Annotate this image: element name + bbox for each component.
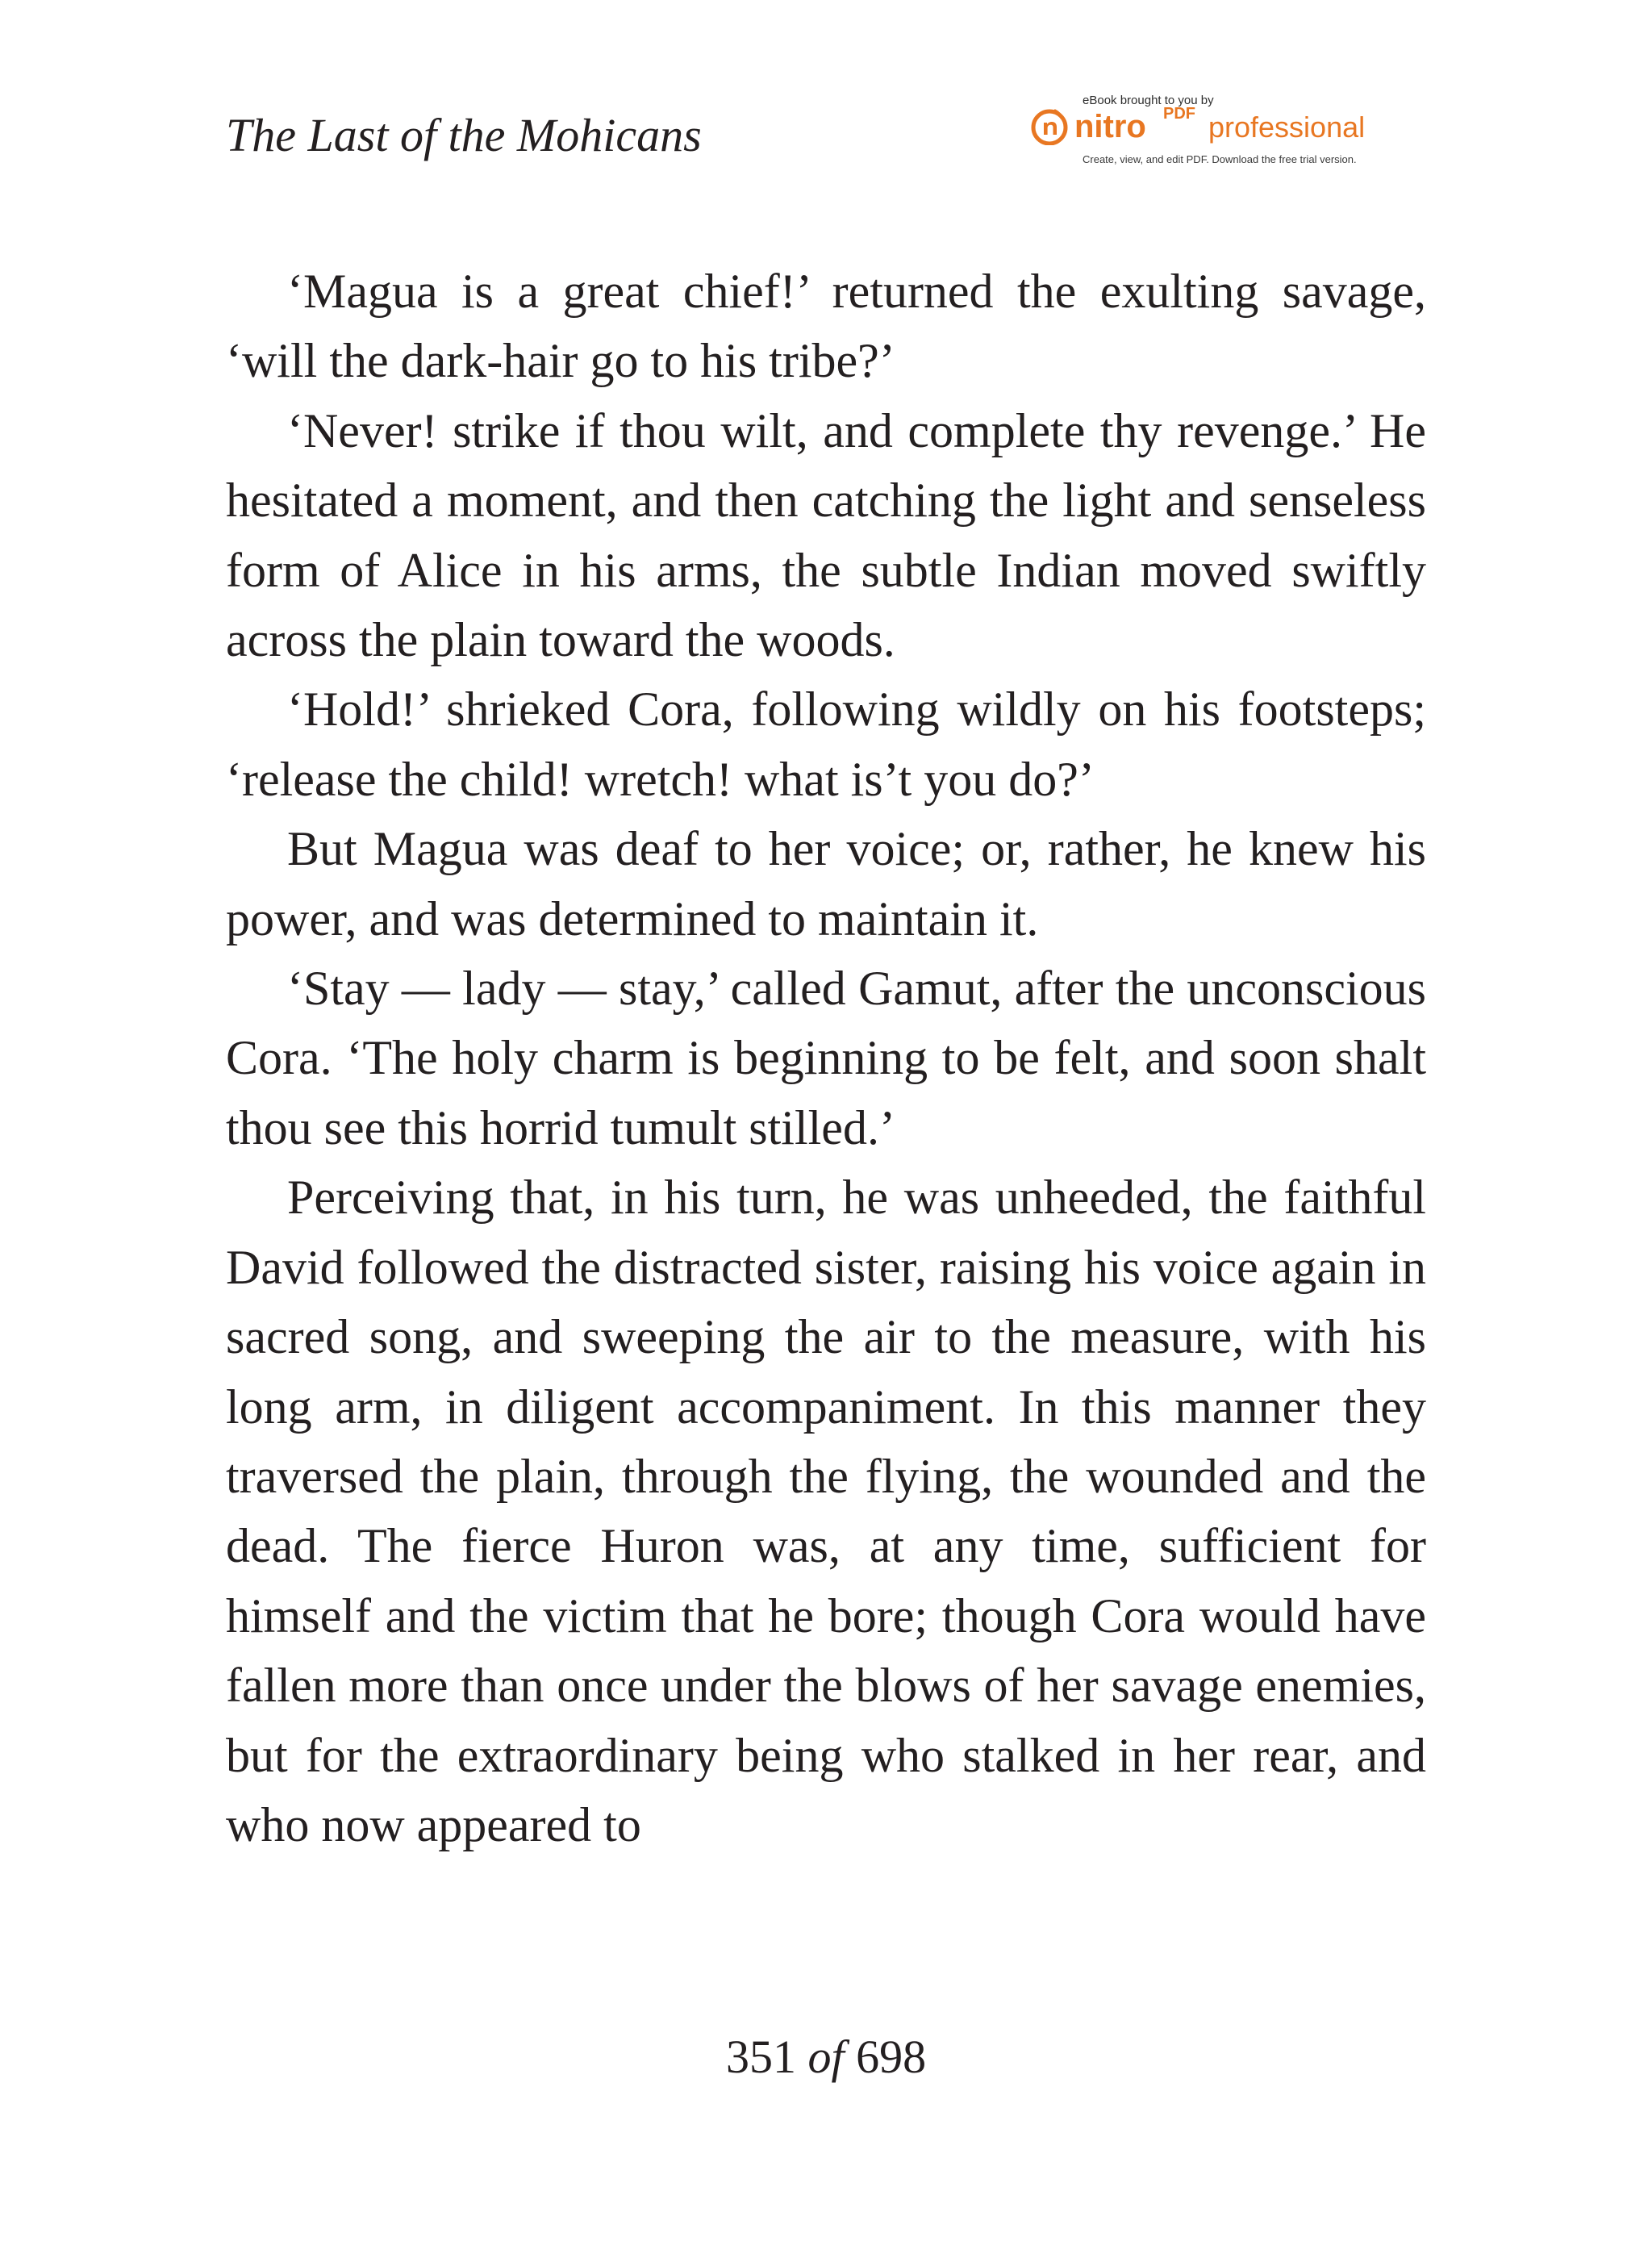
page-of-label: of xyxy=(807,2031,845,2083)
banner-product: professional xyxy=(1208,111,1366,144)
banner-top-text: eBook brought to you by xyxy=(1083,94,1214,107)
paragraph: Perceiving that, in his turn, he was unheeded, the faithful David followed the distracted sister, raising his voice again in sacred song, and sweeping the air to the measure, with his long arm, in diligent accompaniment. In this manner they traversed the plain, through the flying, the wounded and the dead. The fierce Huron was, at any time, sufficient for himself and the victim that he bore; though Cora would have fallen more than once under the blows of her savage enemies, but for the extraordinary being who stalked in her rear, and who now appeared to xyxy=(226,1171,1426,1851)
banner-brand: nitro xyxy=(1074,109,1146,144)
total-page-count: 698 xyxy=(856,2031,927,2083)
page-number xyxy=(0,2025,1652,2089)
paragraph: ‘Magua is a great chief!’ returned the exulting savage, ‘will the dark-hair go to his tribe?’ xyxy=(226,265,1426,388)
page-body xyxy=(226,257,1426,1860)
current-page-number: 351 xyxy=(725,2031,796,2083)
paragraph: ‘Hold!’ shrieked Cora, following wildly on his footsteps; ‘release the child! wretch! what is’t you do?’ xyxy=(226,682,1426,806)
nitro-pdf-banner[interactable] xyxy=(1024,90,1412,171)
paragraph: ‘Stay — lady — stay,’ called Gamut, after the unconscious Cora. ‘The holy charm is beginning to be felt, and soon shalt thou see this horrid tumult stilled.’ xyxy=(226,962,1426,1154)
banner-brand-superscript: PDF xyxy=(1163,105,1195,123)
nitro-logo-icon xyxy=(1031,108,1068,145)
paragraph: ‘Never! strike if thou wilt, and complete thy revenge.’ He hesitated a moment, and then catching the light and senseless form of Alice in his arms, the subtle Indian moved swiftly across the plain toward the woods. xyxy=(226,403,1426,667)
paragraph: But Magua was deaf to her voice; or, rather, he knew his power, and was determined to maintain it. xyxy=(226,822,1426,945)
banner-tagline: Create, view, and edit PDF. Download the free trial version. xyxy=(1083,153,1357,165)
running-head-title: The Last of the Mohicans xyxy=(226,109,702,161)
